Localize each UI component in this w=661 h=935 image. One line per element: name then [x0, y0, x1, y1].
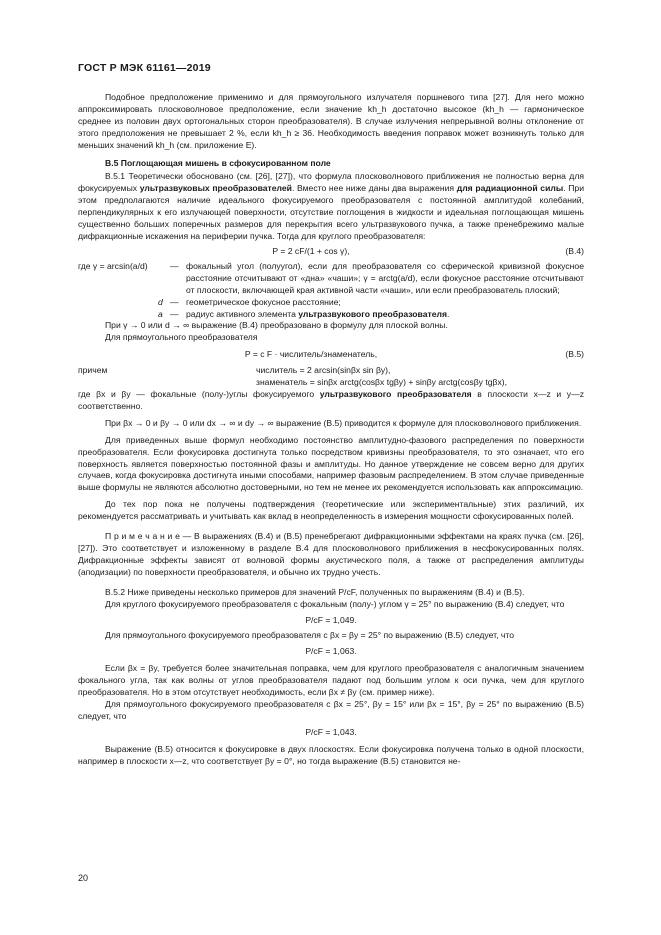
where-block	[78, 261, 584, 321]
paragraph: До тех пор пока не получены подтверждения (теоретические или экспериментальные) этих различий, их рекомендуется рассматривать и учитывать как вклад в неопределенность в измерения мощности сфокусированных полей.	[78, 499, 584, 522]
paragraph: При γ → 0 или d → ∞ выражение (В.4) преобразовано в формулу для плоской волны.	[105, 320, 448, 331]
equation-text: P = c F · числитель/знаменатель,	[244, 349, 378, 360]
paragraph: Выражение (В.5) относится к фокусировке в двух плоскостях. Если фокусировка получена только в одной плоскости, например в плоскости x—z, что соответствует βy = 0°, но тогда выражение (В.5) становится не-	[78, 743, 584, 766]
equation-b4	[78, 246, 584, 258]
paragraph: Для прямоугольного преобразователя	[105, 332, 258, 343]
note: П р и м е ч а н и е — В выражениях (В.4) и (В.5) пренебрегают дифракционными эффектами на краях пучка (см. [26], [27]). Это соответствует и изложенному в разделе В.4 для плосковолнового приближения в несфокусированных полях. Дифракционные эффекты зависят от волновой формы акустического поля, а также от распределения амплитуды (аподизации) по поверхности преобразователя, и обычно их трудно учесть.	[78, 531, 584, 577]
paragraph: Для круглого фокусируемого преобразователя с фокальным (полу-) углом γ = 25° по выражению (В.4) следует, что	[105, 598, 565, 609]
paragraph: Если βx = βy, требуется более значительная поправка, чем для круглого преобразователя с аналогичным значением фокального угла, так как волны от углов преобразователя падают под большим углом к оси пучка, чем для круглого преобразователя. Но в этом отсутствует необходимость, если βx ≠ βy (см. пример ниже).	[78, 663, 584, 698]
paragraph: где βx и βy — фокальные (полу-)углы фокусируемого ультразвукового преобразователя в плоскости x—z и y—z соответственно.	[78, 389, 584, 411]
result: P/cF = 1,063.	[305, 646, 357, 657]
standard-header: ГОСТ Р МЭК 61161—2019	[78, 62, 211, 74]
page-number: 20	[78, 873, 89, 883]
denominator-definition: знаменатель = sinβx arctg(cosβx tgβy) + sinβy arctg(cosβy tgβx),	[256, 377, 507, 388]
result: P/cF = 1,043.	[305, 726, 357, 737]
equation-number: (В.5)	[565, 349, 584, 360]
where-item: d — геометрическое фокусное расстояние;	[158, 296, 341, 307]
paragraph: Для приведенных выше формул необходимо постоянство амплитудно-фазового распределения по поверхности преобразователя. Если фокусировка достигнута только посредством кривизны преобразователя, то это означает, что его поверхность является поверхностью постоянной фазы и амплитуды. Но данное утверждение не совсем верно для других случаев, когда фокусировка достигнута иными способами, например фазовым распределением. В этом случае приведенные выше формулы не являются абсолютно достоверными, но тем не менее их рекомендуется использовать как аппроксимацию.	[78, 434, 584, 493]
paragraph: Для прямоугольного фокусируемого преобразователя с βx = 25°, βy = 15° или βx = 15°, βy = 25° по выражению (В.5) следует, что	[78, 698, 584, 721]
paragraph: При βx → 0 и βy → 0 или dx → ∞ и dy → ∞ выражение (В.5) приводится к формуле для плосковолнового приближения.	[105, 417, 582, 428]
equation-text: P = 2 cF/(1 + cos γ),	[272, 245, 350, 256]
where-item: где γ = arcsin(a/d) — фокальный угол (полуугол), если для преобразователя со сферической кривизной фокусное расстояние отсчитывают от «дна» «чаши»; γ = arctg(a/d), если фокусное расстояние отсчитывают от плоскости, включающей края активной части «чаши», или если преобразователь плоский;	[78, 260, 584, 295]
paragraph: В.5.1 Теоретически обосновано (см. [26], [27]), что формула плосковолнового приближения не полностью верна для фокусируемых ультразвуковых преобразователей. Вместо нее ниже даны два выражения для радиационной силы. При этом предполагаются наличие идеального фокусируемого преобразователя с постоянной амплитудой колебаний, перпендикулярных к его излучающей поверхности, отсутствие поглощения в жидкости и идеальная поглощающая мишень существенно больших поперечных размеров для перекрытия всего ультразвукового пучка, а также пренебрежимо малые дифракционные искажения на периферии пучка. Тогда для круглого преобразователя:	[78, 171, 584, 241]
section-title: В.5 Поглощающая мишень в сфокусированном поле	[105, 157, 331, 168]
where-item: a — радиус активного элемента ультразвукового преобразователя.	[158, 308, 450, 319]
numerator-definition: числитель = 2 arcsin(sinβx sin βy),	[256, 365, 391, 376]
paragraph: Подобное предположение применимо и для прямоугольного излучателя поршневого типа [27]. Для него можно аппроксимировать плосковолновое предположение, если значение kh_h достаточно высокое (kh_h — гармоническое среднее из половин двух ортогональных сторон преобразователя). В случае излучения непрерывной волны отклонение от этого предположения не превышает 2 %, если kh_h ≥ 36. Необходимость введения поправок может возникнуть только для меньших значений kh_h (см. приложение Е).	[78, 92, 584, 150]
equation-b5	[78, 349, 584, 361]
paragraph: В.5.2 Ниже приведены несколько примеров для значений P/cF, полученных по выражениям (В.4) и (В.5).	[105, 586, 525, 597]
paragraph: Для прямоугольного фокусируемого преобразователя с βx = βy = 25° по выражению (В.5) следует, что	[105, 630, 514, 641]
body-text	[78, 92, 584, 768]
result: P/cF = 1,049.	[305, 614, 357, 625]
equation-number: (В.4)	[565, 245, 584, 256]
where-item: причем числитель = 2 arcsin(sinβx sin βy),	[78, 365, 391, 376]
